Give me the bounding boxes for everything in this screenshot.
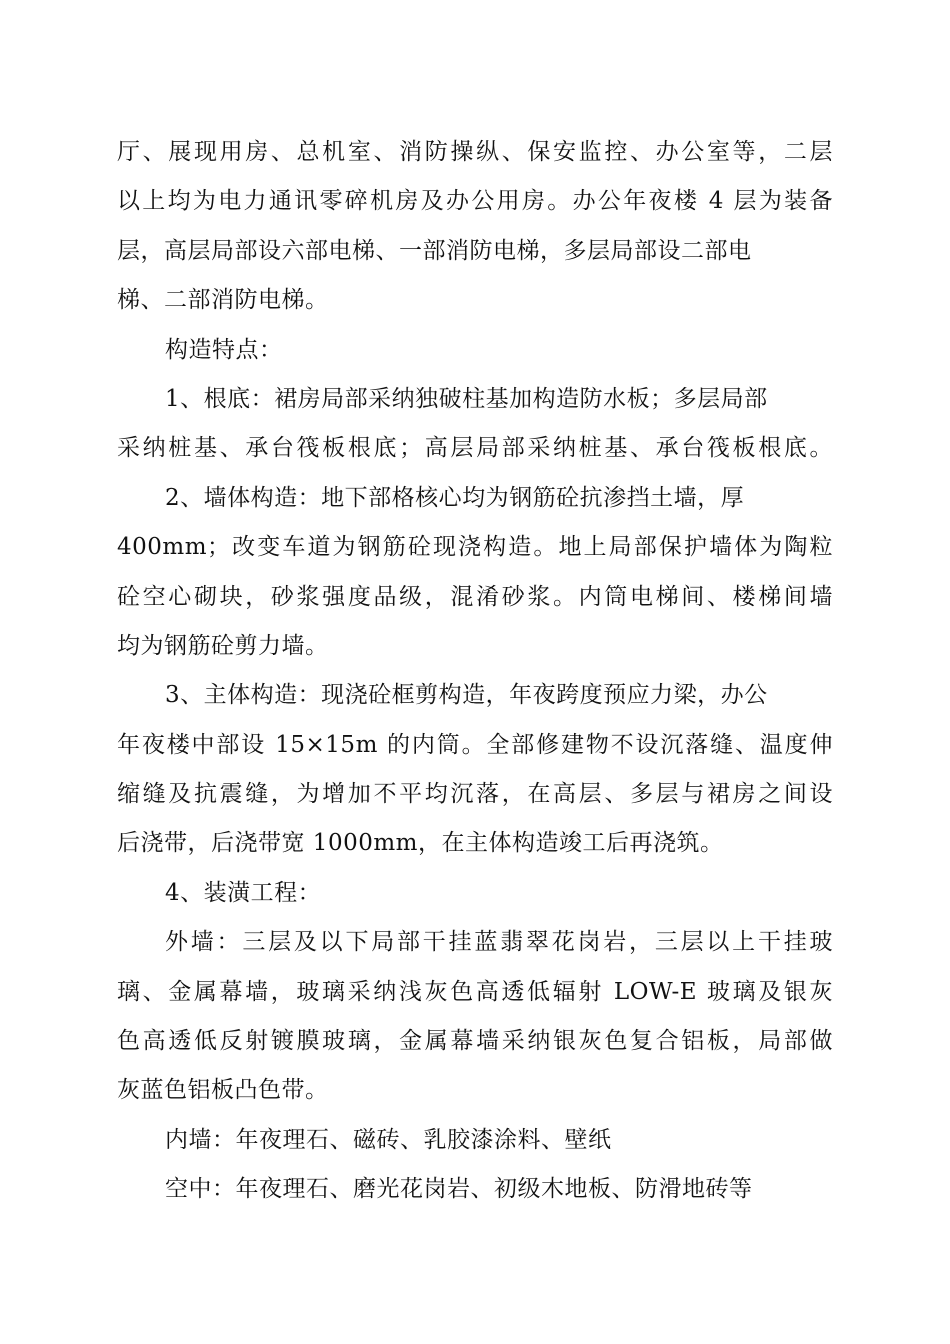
text-line: 层，高层局部设六部电梯、一部消防电梯，多层局部设二部电 — [117, 237, 752, 264]
text-line: 砼空心砌块，砂浆强度品级，混淆砂浆。内筒电梯间、楼梯间墙 — [117, 583, 833, 610]
text-line: 3、主体构造：现浇砼框剪构造，年夜跨度预应力梁，办公 — [165, 682, 768, 709]
text-line: 梯、二部消防电梯。 — [117, 287, 329, 314]
text-line: 璃、金属幕墙，玻璃采纳浅灰色高透低辐射 LOW-E 玻璃及银灰 — [117, 978, 833, 1005]
text-line: 年夜楼中部设 15×15m 的内筒。全部修建物不设沉落缝、温度伸 — [117, 731, 833, 758]
text-line: 灰蓝色铝板凸色带。 — [117, 1077, 329, 1104]
text-line: 以上均为电力通讯零碎机房及办公用房。办公年夜楼 4 层为装备 — [117, 188, 833, 215]
text-line: 色高透低反射镀膜玻璃，金属幕墙采纳银灰色复合铝板，局部做 — [117, 1028, 833, 1055]
text-line: 1、根底：裙房局部采纳独破柱基加构造防水板；多层局部 — [165, 385, 768, 412]
text-line: 400mm；改变车道为钢筋砼现浇构造。地上局部保护墙体为陶粒 — [117, 534, 833, 561]
text-line: 外墙：三层及以下局部干挂蓝翡翠花岗岩，三层以上干挂玻 — [165, 929, 833, 956]
text-line: 厅、展现用房、总机室、消防操纵、保安监控、办公室等，二层 — [117, 139, 833, 165]
text-line: 2、墙体构造：地下部格核心均为钢筋砼抗渗挡土墙，厚 — [165, 484, 745, 511]
text-line: 构造特点： — [165, 336, 283, 363]
text-line: 缩缝及抗震缝，为增加不平均沉落，在高层、多层与裙房之间设 — [117, 781, 833, 808]
text-line: 空中：年夜理石、磨光花岗岩、初级木地板、防滑地砖等 — [165, 1176, 753, 1203]
text-line: 均为钢筋砼剪力墙。 — [117, 632, 329, 659]
text-line: 采纳桩基、承台筏板根底；高层局部采纳桩基、承台筏板根底。 — [117, 435, 833, 462]
text-line: 后浇带，后浇带宽 1000mm，在主体构造竣工后再浇筑。 — [117, 830, 724, 857]
body-text — [117, 128, 833, 1215]
text-line: 内墙：年夜理石、磁砖、乳胶漆涂料、壁纸 — [165, 1126, 612, 1153]
text-line: 4、装潢工程： — [165, 879, 322, 906]
